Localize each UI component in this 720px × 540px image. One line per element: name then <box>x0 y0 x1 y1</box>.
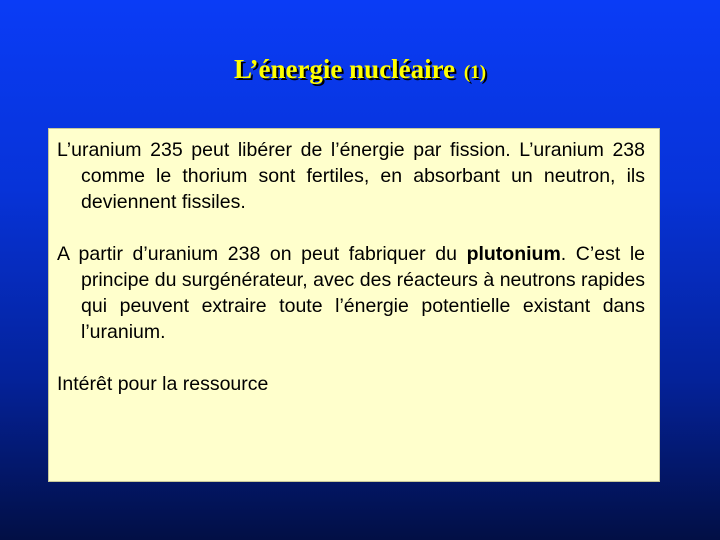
slide-title <box>0 52 720 90</box>
paragraph-plutonium <box>57 241 645 345</box>
content-box <box>48 128 660 482</box>
paragraph-ressource: Intérêt pour la ressource <box>57 373 269 395</box>
slide-title-text: L’énergie nucléaire <box>233 54 456 84</box>
plutonium-term: plutonium <box>466 243 561 265</box>
paragraph-plutonium-intro: A partir d’uranium 238 on peut fabriquer du <box>57 243 467 265</box>
paragraph-plutonium-rest: . C’est le principe du surgénérateur, avec des réacteurs à neutrons rapides qui peuvent extraire toute l’énergie potentielle existant dans l’uranium. <box>81 243 646 343</box>
slide-title-suffix: (1) <box>463 62 487 83</box>
paragraph-uranium-235: L’uranium 235 peut libérer de l’énergie par fission. L’uranium 238 comme le thorium sont fertiles, en absorbant un neutron, ils deviennent fissiles. <box>57 139 645 213</box>
